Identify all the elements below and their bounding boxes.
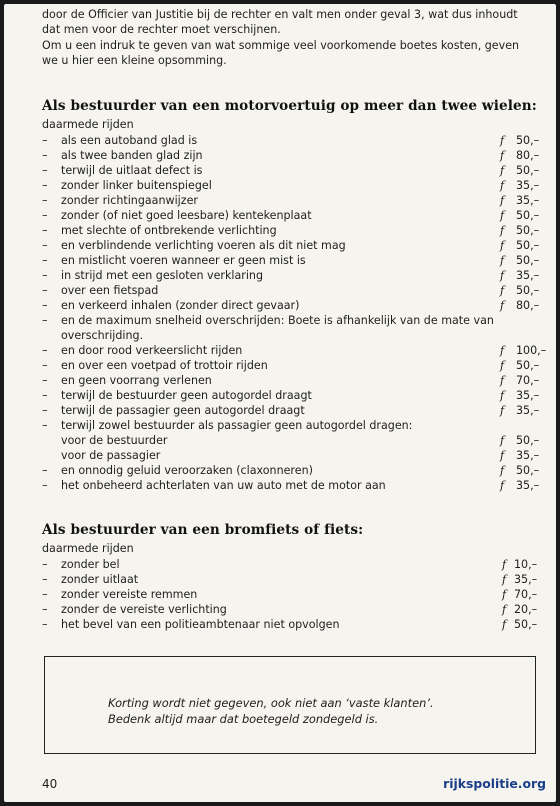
watermark-text: rijkspolitie.org (443, 776, 546, 791)
fine-label: terwijl de uitlaat defect is (61, 164, 203, 177)
fine-label: en onnodig geluid veroorzaken (claxonneren) (61, 464, 313, 477)
fine-label: zonder (of niet goed leesbare) kentekenplaat (61, 209, 312, 222)
fine-dash: – (42, 344, 48, 357)
fine-label: over een fietspad (61, 284, 159, 297)
fine-row (42, 283, 542, 298)
fine-dash: – (42, 254, 48, 267)
intro-line: Om u een indruk te geven van wat sommige veel voorkomende boetes kosten, geven (42, 38, 520, 52)
fine-row (42, 557, 542, 572)
fine-label: en mistlicht voeren wanneer er geen mist is (61, 254, 306, 267)
fine-label: het onbeheerd achterlaten van uw auto met de motor aan (61, 479, 386, 492)
fine-label: voor de passagier (61, 449, 161, 462)
currency-symbol: f (500, 179, 505, 192)
fine-label: in strijd met een gesloten verklaring (61, 269, 264, 282)
fine-amount: 35,– (516, 449, 540, 462)
fine-amount: 50,– (516, 239, 540, 252)
currency-symbol: f (500, 164, 505, 177)
fine-dash: – (42, 603, 48, 616)
fine-dash: – (42, 134, 48, 147)
fine-dash: – (42, 479, 48, 492)
fine-dash: – (42, 239, 48, 252)
fine-dash: – (42, 374, 48, 387)
fine-dash: – (42, 149, 48, 162)
fine-label: als twee banden glad zijn (61, 149, 203, 162)
fine-amount: 80,– (516, 149, 540, 162)
currency-symbol: f (500, 464, 505, 477)
currency-symbol: f (500, 359, 505, 372)
currency-symbol: f (502, 618, 507, 631)
fine-row (42, 373, 542, 388)
fine-row (42, 403, 542, 418)
fine-dash: – (42, 194, 48, 207)
fine-dash: – (42, 209, 48, 222)
intro-line: door de Officier van Justitie bij de rechter en valt men onder geval 3, wat dus inhoudt (42, 8, 518, 21)
currency-symbol: f (502, 588, 507, 601)
fine-label: en geen voorrang verlenen (61, 374, 212, 387)
fine-amount: 50,– (516, 254, 540, 267)
fine-label: zonder vereiste remmen (61, 588, 198, 601)
intro-line: we u hier een kleine opsomming. (42, 53, 227, 67)
currency-symbol: f (500, 449, 505, 462)
fine-amount: 50,– (516, 434, 540, 447)
fine-row (42, 343, 547, 358)
fine-amount: 35,– (516, 179, 540, 192)
fine-row (42, 238, 542, 253)
fine-label: en de maximum snelheid overschrijden: Boete is afhankelijk van de mate van (61, 314, 494, 327)
currency-symbol: f (500, 344, 505, 357)
fine-amount: 35,– (516, 479, 540, 492)
fine-row (42, 148, 542, 163)
fine-amount: 70,– (516, 374, 540, 387)
fine-row (42, 253, 542, 268)
fine-amount: 50,– (516, 224, 540, 237)
currency-symbol: f (500, 389, 505, 402)
fine-row (42, 463, 542, 478)
currency-symbol: f (502, 558, 507, 571)
fine-amount: 10,– (514, 558, 538, 571)
fine-row (42, 223, 542, 238)
fine-row (42, 587, 542, 602)
fine-dash: – (42, 164, 48, 177)
note-line: Korting wordt niet gegeven, ook niet aan ‘vaste klanten’. (108, 696, 434, 710)
fine-label: en verkeerd inhalen (zonder direct gevaar) (61, 299, 300, 312)
fine-label: voor de bestuurder (61, 434, 168, 447)
currency-symbol: f (500, 239, 505, 252)
currency-symbol: f (500, 254, 505, 267)
fine-amount: 20,– (514, 603, 538, 616)
motor-heading: Als bestuurder van een motorvoertuig op meer dan twee wielen: (42, 98, 537, 114)
fine-label: zonder bel (61, 558, 120, 571)
fine-label: terwijl de passagier geen autogordel draagt (61, 404, 305, 417)
fine-label: het bevel van een politieambtenaar niet opvolgen (61, 618, 340, 631)
currency-symbol: f (500, 194, 505, 207)
page-number: 40 (42, 777, 58, 791)
fine-amount: 35,– (516, 194, 540, 207)
intro-paragraph (42, 7, 519, 68)
fine-row (42, 572, 542, 587)
currency-symbol: f (500, 209, 505, 222)
fine-row (42, 298, 542, 313)
fine-row (42, 478, 542, 493)
currency-symbol: f (500, 134, 505, 147)
fine-label: zonder uitlaat (61, 573, 139, 586)
fine-label: overschrijding. (61, 329, 144, 342)
fine-row (42, 448, 542, 463)
fine-label: zonder de vereiste verlichting (61, 603, 227, 616)
fine-row (42, 418, 542, 433)
fine-row (42, 433, 542, 448)
intro-line: dat men voor de rechter moet verschijnen. (42, 23, 281, 37)
document-page (4, 4, 556, 802)
fine-dash: – (42, 573, 48, 586)
fine-dash: – (42, 389, 48, 402)
motor-fine-list (42, 133, 547, 493)
fine-label: met slechte of ontbrekende verlichting (61, 224, 277, 237)
fine-row (42, 313, 542, 328)
bike-subheading: daarmede rijden (42, 542, 134, 555)
fine-label: zonder richtingaanwijzer (61, 194, 198, 207)
motor-subheading: daarmede rijden (42, 118, 134, 131)
fine-dash: – (42, 618, 48, 631)
fine-row (42, 388, 542, 403)
fine-dash: – (42, 284, 48, 297)
fine-row (42, 617, 542, 632)
fine-row (42, 178, 542, 193)
fine-dash: – (42, 588, 48, 601)
fine-amount: 35,– (516, 404, 540, 417)
fine-dash: – (42, 419, 48, 432)
currency-symbol: f (500, 149, 505, 162)
fine-label: terwijl de bestuurder geen autogordel draagt (61, 389, 312, 402)
bike-fine-list (42, 557, 542, 632)
currency-symbol: f (500, 299, 505, 312)
fine-label: terwijl zowel bestuurder als passagier geen autogordel dragen: (61, 419, 413, 432)
currency-symbol: f (500, 269, 505, 282)
fine-dash: – (42, 359, 48, 372)
fine-row (42, 193, 542, 208)
fine-dash: – (42, 558, 48, 571)
fine-row (42, 358, 542, 373)
fine-label: en verblindende verlichting voeren als dit niet mag (61, 239, 346, 252)
fine-amount: 50,– (514, 618, 538, 631)
fine-row (42, 208, 542, 223)
fine-row (42, 268, 542, 283)
fine-dash: – (42, 269, 48, 282)
fine-row (42, 163, 542, 178)
fine-row (42, 133, 542, 148)
fine-dash: – (42, 404, 48, 417)
currency-symbol: f (500, 224, 505, 237)
fine-dash: – (42, 314, 48, 327)
fine-row (42, 602, 542, 617)
currency-symbol: f (500, 404, 505, 417)
fine-amount: 70,– (514, 588, 538, 601)
fine-amount: 50,– (516, 134, 540, 147)
fine-amount: 100,– (516, 344, 547, 357)
currency-symbol: f (502, 573, 507, 586)
fine-dash: – (42, 224, 48, 237)
fine-label: zonder linker buitenspiegel (61, 179, 212, 192)
fine-label: als een autoband glad is (61, 134, 198, 147)
fine-row (42, 328, 542, 343)
fine-amount: 80,– (516, 299, 540, 312)
fine-label: en door rood verkeerslicht rijden (61, 344, 243, 357)
fine-amount: 50,– (516, 284, 540, 297)
fine-amount: 50,– (516, 464, 540, 477)
fine-label: en over een voetpad of trottoir rijden (61, 359, 268, 372)
bike-heading: Als bestuurder van een bromfiets of fiets: (42, 522, 364, 538)
currency-symbol: f (500, 284, 505, 297)
fine-amount: 35,– (516, 269, 540, 282)
fine-dash: – (42, 464, 48, 477)
fine-dash: – (42, 299, 48, 312)
fine-amount: 50,– (516, 359, 540, 372)
fine-amount: 50,– (516, 209, 540, 222)
currency-symbol: f (502, 603, 507, 616)
fine-amount: 35,– (516, 389, 540, 402)
currency-symbol: f (500, 479, 505, 492)
note-line: Bedenk altijd maar dat boetegeld zondegeld is. (108, 712, 379, 726)
fine-amount: 50,– (516, 164, 540, 177)
currency-symbol: f (500, 434, 505, 447)
fine-dash: – (42, 179, 48, 192)
fine-amount: 35,– (514, 573, 538, 586)
currency-symbol: f (500, 374, 505, 387)
